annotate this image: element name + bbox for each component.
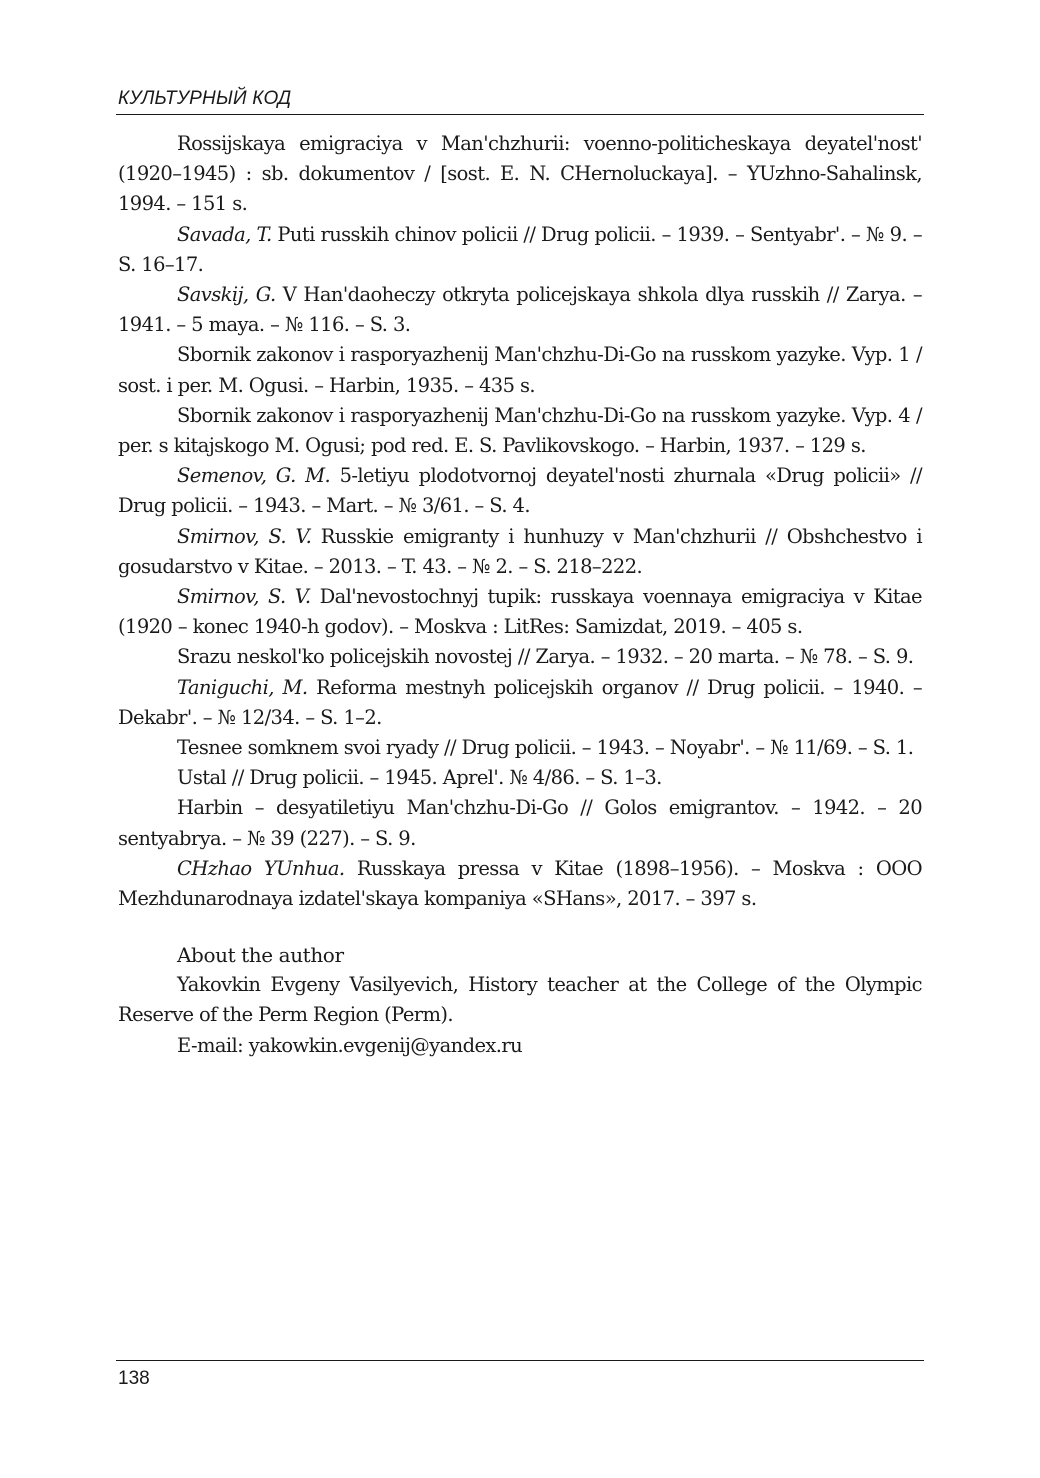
reference-item — [118, 280, 922, 340]
reference-author: CHzhao YUnhua. — [177, 856, 345, 880]
reference-text: Puti russkih chinov policii // Drug policii. – 1939. – Sentyabr'. – № 9. – S. 16–17. — [118, 222, 922, 276]
reference-text: Reforma mestnyh policejskih organov // Drug policii. – 1940. – Dekabr'. – № 12/34. – S. 1–2. — [118, 675, 922, 729]
reference-item — [118, 793, 922, 853]
reference-text: Sbornik zakonov i rasporyazhenij Man'chzhu-Di-Go na russkom yazyke. Vyp. 4 / per. s kitajskogo M. Ogusi; pod red. E. S. Pavlikovskogo. – Harbin, 1937. – 129 s. — [118, 403, 922, 458]
running-title: КУЛЬТУРНЫЙ КОД — [118, 88, 292, 109]
reference-text: Dal'nevostochnyj tupik: russkaya voennaya emigraciya v Kitae (1920 – konec 1940-h godov). – Moskva : LitRes: Samizdat, 2019. – 405 s. — [118, 585, 922, 639]
reference-item — [118, 522, 922, 582]
reference-item — [118, 220, 922, 280]
reference-text: Russkaya pressa v Kitae (1898–1956). – Moskva : OOO Mezhdunarodnaya izdatel'skaya kompaniya «SHans», 2017. – 397 s. — [118, 856, 922, 911]
page-number: 138 — [118, 1368, 150, 1389]
about-heading: About the author — [177, 943, 344, 968]
reference-item — [118, 854, 922, 914]
reference-author: Savskij, G. — [177, 283, 276, 307]
reference-item — [118, 642, 922, 672]
reference-item — [118, 582, 922, 642]
footer-rule — [116, 1360, 924, 1361]
reference-item — [118, 673, 922, 733]
reference-text: Harbin – desyatiletiyu Man'chzhu-Di-Go // Golos emigrantov. – 1942. – 20 sentyabrya. – № 39 (227). – S. 9. — [118, 796, 922, 850]
reference-item — [118, 733, 922, 763]
reference-text: Tesnee somknem svoi ryady // Drug policii. – 1943. – Noyabr'. – № 11/69. – S. 1. — [177, 736, 914, 760]
reference-list — [118, 129, 922, 914]
reference-author: Semenov, G. M. — [177, 464, 331, 488]
about-author-section — [118, 940, 922, 1061]
reference-text: V Han'daoheczy otkryta policejskaya shkola dlya russkih // Zarya. – 1941. – 5 maya. – № 116. – S. 3. — [118, 283, 923, 337]
reference-author: Savada, T. — [177, 222, 272, 246]
author-email: E-mail: yakowkin.evgenij@yandex.ru — [177, 1033, 523, 1057]
reference-item — [118, 129, 922, 220]
reference-item — [118, 461, 922, 521]
reference-text: Russkie emigranty i hunhuzy v Man'chzhurii // Obshchestvo i gosudarstvo v Kitae. – 2013. – T. 43. – № 2. – S. 218–222. — [118, 524, 922, 578]
reference-text: 5-letiyu plodotvornoj deyatel'nosti zhurnala «Drug policii» // Drug policii. – 1943. – Mart. – № 3/61. – S. 4. — [118, 464, 922, 518]
reference-text: Ustal // Drug policii. – 1945. Aprel'. № 4/86. – S. 1–3. — [177, 766, 662, 790]
reference-author: Taniguchi, M. — [177, 675, 308, 699]
header-rule — [116, 114, 924, 115]
author-bio: Yakovkin Evgeny Vasilyevich, History teacher at the College of the Olympic Reserve of the Perm Region (Perm). — [118, 973, 922, 1027]
reference-text: Sbornik zakonov i rasporyazhenij Man'chzhu-Di-Go na russkom yazyke. Vyp. 1 / sost. i per. M. Ogusi. – Harbin, 1935. – 435 s. — [118, 343, 922, 397]
reference-item — [118, 401, 922, 461]
reference-text: Rossijskaya emigraciya v Man'chzhurii: voenno-politicheskaya deyatel'nost' (1920–1945) : sb. dokumentov / [sost. E. N. CHernoluckaya]. – YUzhno-Sahalinsk, 1994. – 151 s. — [118, 132, 922, 216]
reference-author: Smirnov, S. V. — [177, 585, 311, 609]
reference-text: Srazu neskol'ko policejskih novostej // Zarya. – 1932. – 20 marta. – № 78. – S. 9. — [177, 645, 914, 669]
reference-item — [118, 763, 922, 793]
reference-author: Smirnov, S. V. — [177, 524, 312, 548]
reference-item — [118, 340, 922, 400]
main-text — [118, 129, 922, 1061]
